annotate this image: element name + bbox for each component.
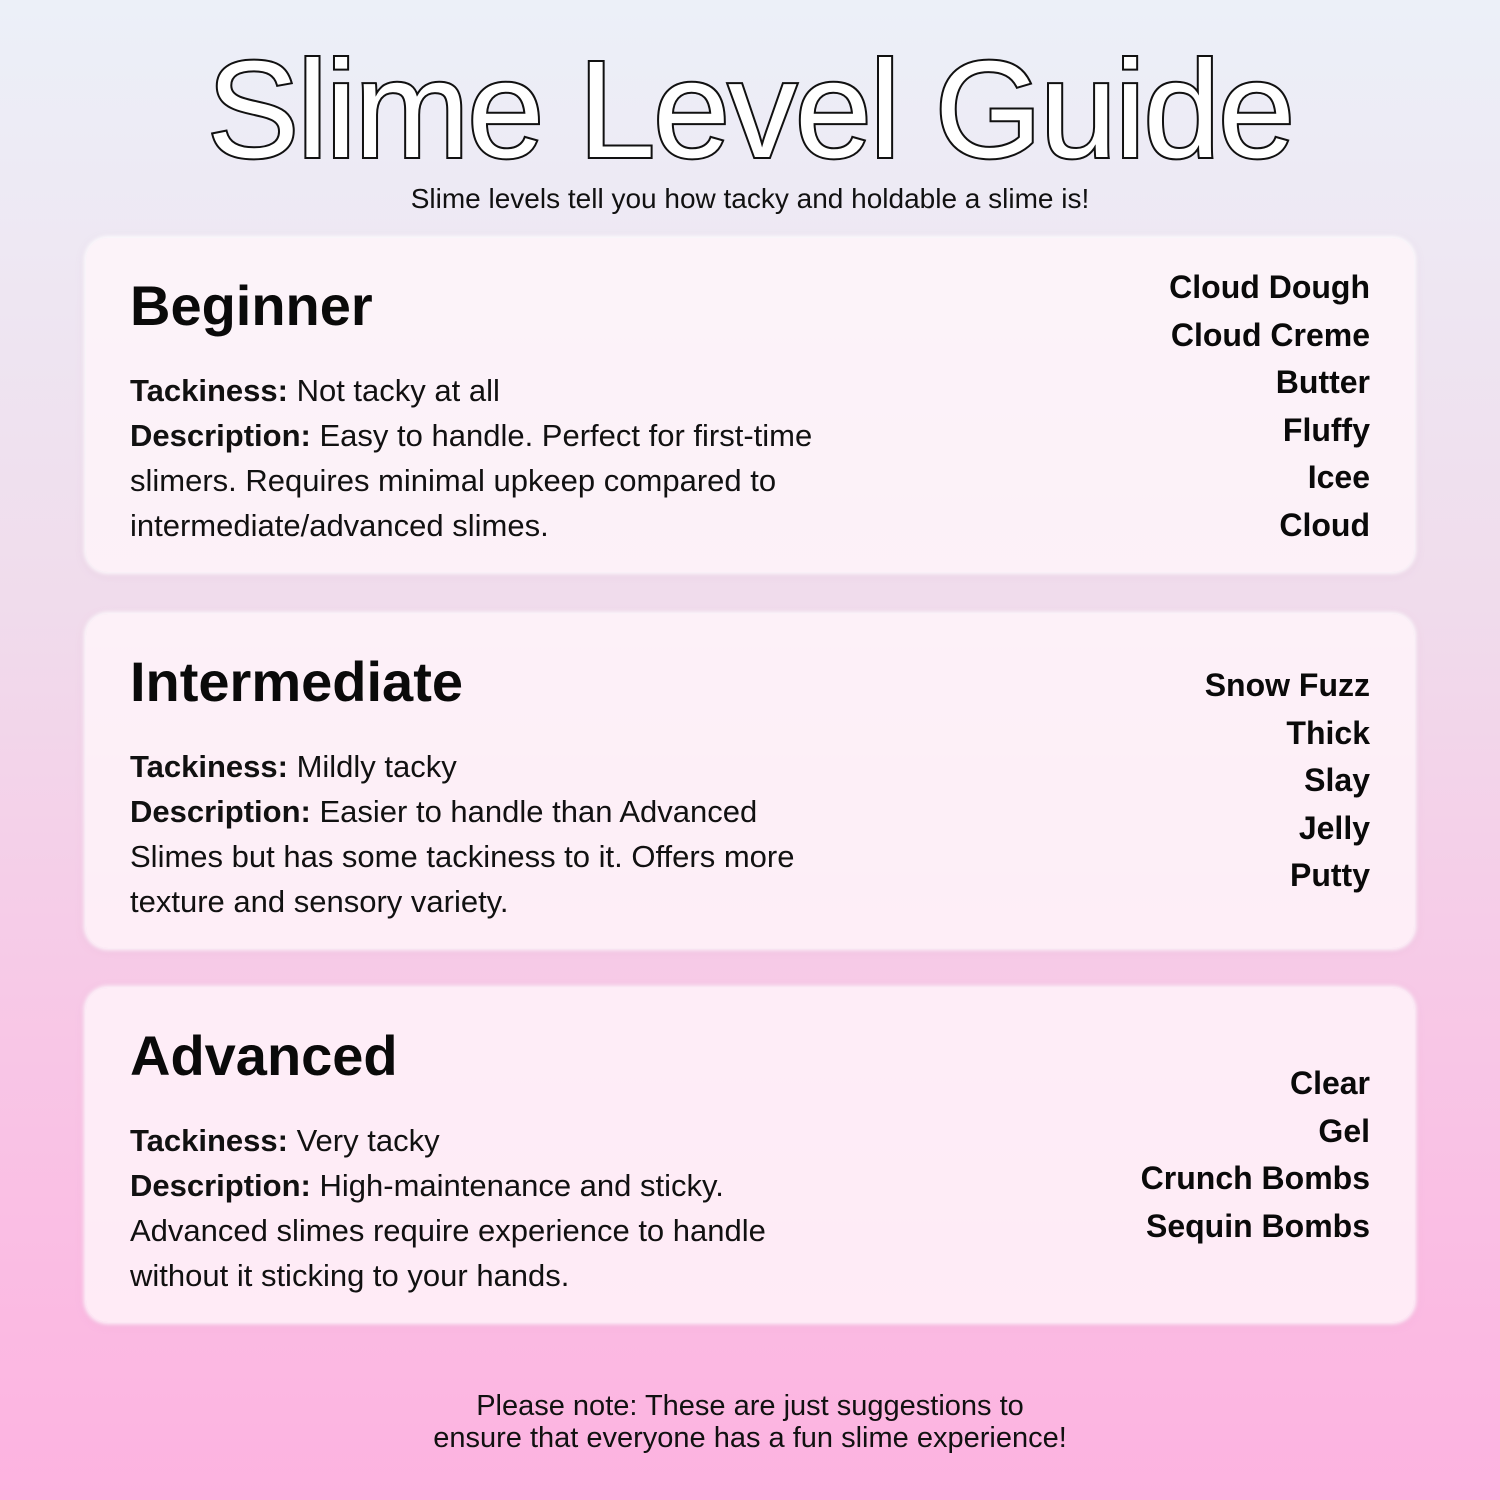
slime-type: Slay [1304, 762, 1370, 798]
page-title: Slime Level Guide [207, 33, 1293, 187]
slime-type: Snow Fuzz [1204, 667, 1370, 703]
description-value: Easy to handle. Perfect for first-time slimers. Requires minimal upkeep compared to intermediate/advanced slimes. [130, 418, 813, 543]
description-label: Description: [130, 418, 311, 453]
slime-type: Thick [1286, 714, 1370, 751]
slime-type-list [1169, 264, 1370, 549]
slime-type: Icee [1307, 459, 1370, 495]
slime-type: Fluffy [1282, 411, 1370, 448]
slime-type-list [1205, 662, 1370, 900]
header [0, 33, 1500, 216]
tackiness-value: Mildly tacky [296, 749, 457, 784]
level-details [130, 1118, 850, 1298]
level-card-advanced [86, 988, 1414, 1322]
slime-type-list [1141, 1060, 1370, 1250]
description-label: Description: [130, 1168, 311, 1203]
level-name: Beginner [130, 274, 373, 337]
level-card-intermediate [86, 614, 1414, 948]
description-label: Description: [130, 794, 311, 829]
slime-type: Jelly [1298, 809, 1370, 846]
footer-note-line: Please note: These are just suggestions to [476, 1390, 1024, 1422]
slime-type: Clear [1289, 1065, 1370, 1101]
slime-type: Putty [1290, 857, 1370, 893]
level-name: Intermediate [130, 650, 463, 713]
slime-type: Sequin Bombs [1145, 1207, 1370, 1244]
footer-note-line: ensure that everyone has a fun slime experience! [433, 1422, 1067, 1454]
description-value: Easier to handle than Advanced Slimes but has some tackiness to it. Offers more texture and sensory variety. [130, 794, 795, 919]
tackiness-value: Very tacky [296, 1123, 440, 1158]
tackiness-value: Not tacky at all [296, 373, 500, 408]
slime-type: Cloud Dough [1169, 269, 1370, 305]
description-value: High-maintenance and sticky. Advanced slimes require experience to handle without it sticking to your hands. [130, 1168, 766, 1293]
footer-note [0, 1390, 1500, 1454]
page-subtitle: Slime levels tell you how tacky and holdable a slime is! [410, 183, 1090, 214]
slime-type: Butter [1275, 364, 1370, 400]
slime-type: Crunch Bombs [1140, 1160, 1370, 1196]
tackiness-label: Tackiness: [130, 1123, 288, 1158]
level-details [130, 368, 850, 548]
slime-type: Cloud Creme [1170, 316, 1370, 353]
level-details [130, 744, 850, 924]
slime-type: Gel [1318, 1112, 1370, 1149]
level-card-beginner [86, 238, 1414, 572]
tackiness-label: Tackiness: [130, 373, 288, 408]
slime-type: Cloud [1279, 506, 1370, 543]
tackiness-label: Tackiness: [130, 749, 288, 784]
level-name: Advanced [130, 1024, 398, 1087]
